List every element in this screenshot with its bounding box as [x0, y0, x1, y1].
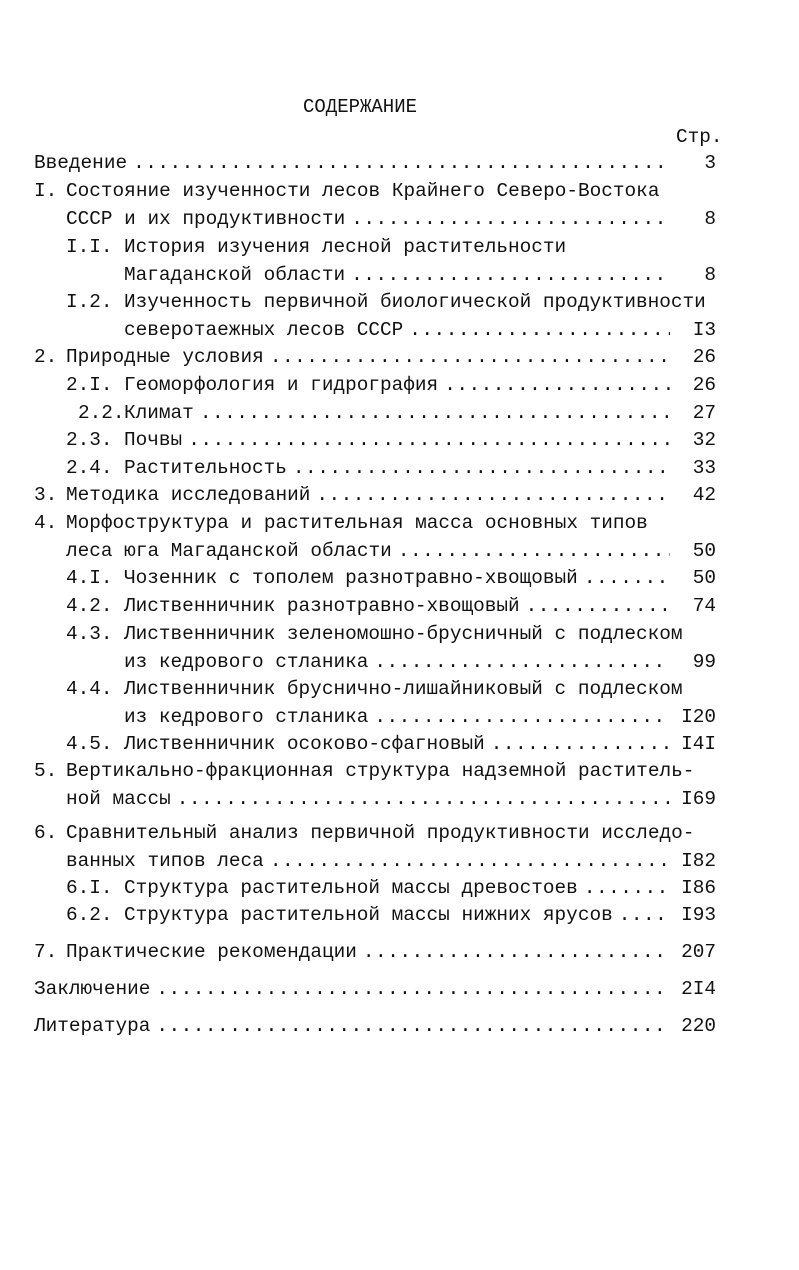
- section-number: 4.4.: [66, 678, 113, 700]
- section-title: из кедрового стланика: [124, 651, 369, 673]
- section-title: СССР и их продуктивности: [66, 208, 346, 230]
- page-number: 32: [692, 429, 716, 451]
- section-title: Изученность первичной биологической продуктивности: [124, 291, 706, 313]
- section-title: Лиственничник осоково-сфагновый: [124, 733, 485, 755]
- dot-leader: [619, 902, 670, 928]
- section-number: 2.I.: [66, 374, 113, 396]
- section-title: Состояние изученности лесов Крайнего Северо-Востока: [66, 180, 660, 202]
- dot-leader: [444, 372, 670, 398]
- toc-entry-line: [0, 1013, 799, 1039]
- page-number: 99: [692, 651, 716, 673]
- page-number: 2I4: [681, 978, 716, 1000]
- section-number: 6.: [34, 822, 58, 844]
- section-number: 2.4.: [66, 457, 113, 479]
- toc-entry-line: [0, 206, 799, 232]
- dot-leader: [316, 482, 670, 508]
- section-title: Вертикально-фракционная структура надземной раститель-: [66, 760, 695, 782]
- toc-entry-line: [0, 786, 799, 812]
- page-number: I4I: [681, 733, 716, 755]
- section-number: I.2.: [66, 291, 113, 313]
- dot-leader: [351, 206, 670, 232]
- toc-entry-line: [0, 317, 799, 343]
- section-title: Геоморфология и гидрография: [124, 374, 439, 396]
- page-number: 8: [704, 208, 716, 230]
- section-number: 6.2.: [66, 904, 113, 926]
- toc-entry-line: [0, 621, 799, 647]
- section-title: Лиственничник разнотравно-хвощовый: [124, 595, 520, 617]
- section-number: 4.2.: [66, 595, 113, 617]
- dot-leader: [526, 593, 670, 619]
- dot-leader: [270, 848, 670, 874]
- section-number: 4.I.: [66, 567, 113, 589]
- section-title: Структура растительной массы древостоев: [124, 877, 578, 899]
- toc-entry-line: [0, 372, 799, 398]
- dot-leader: [363, 939, 670, 965]
- page-number: 207: [681, 941, 716, 963]
- page-number: 220: [681, 1015, 716, 1037]
- section-title: Чозенник с тополем разнотравно-хвощовый: [124, 567, 578, 589]
- page-column-header: Стр.: [676, 126, 723, 148]
- page-number: I69: [681, 788, 716, 810]
- section-title: Магаданской области: [124, 264, 346, 286]
- section-title: Морфоструктура и растительная масса основных типов: [66, 512, 648, 534]
- dot-leader: [156, 976, 670, 1002]
- dot-leader: [177, 786, 670, 812]
- section-number: 2.3.: [66, 429, 113, 451]
- dot-leader: [374, 649, 670, 675]
- dot-leader: [351, 262, 670, 288]
- dot-leader: [584, 875, 670, 901]
- toc-entry-line: [0, 848, 799, 874]
- toc-entry-line: [0, 676, 799, 702]
- section-title: из кедрового стланика: [124, 706, 369, 728]
- toc-entry-line: [0, 704, 799, 730]
- dot-leader: [293, 455, 670, 481]
- toc-entry-line: [0, 939, 799, 965]
- page-number: I3: [692, 319, 716, 341]
- section-number: 5.: [34, 760, 58, 782]
- dot-leader: [398, 538, 670, 564]
- page-number: I20: [681, 706, 716, 728]
- section-title: Введение: [34, 152, 128, 174]
- page-number: 26: [692, 374, 716, 396]
- section-number: 4.5.: [66, 733, 113, 755]
- section-number: 2.2.: [78, 402, 125, 424]
- section-number: I.: [34, 180, 58, 202]
- page-number: 27: [692, 402, 716, 424]
- page-number: 50: [692, 540, 716, 562]
- toc-entry-line: [0, 455, 799, 481]
- section-number: 4.3.: [66, 623, 113, 645]
- dot-leader: [491, 731, 670, 757]
- section-title: Практические рекомендации: [66, 941, 357, 963]
- toc-entry-line: [0, 538, 799, 564]
- toc-entry-line: [0, 976, 799, 1002]
- page-number: 26: [692, 346, 716, 368]
- section-number: I.I.: [66, 236, 113, 258]
- toc-entry-line: [0, 731, 799, 757]
- toc-entry-line: [0, 758, 799, 784]
- page-number: 50: [692, 567, 716, 589]
- section-title: Почвы: [124, 429, 183, 451]
- toc-entry-line: [0, 234, 799, 260]
- dot-leader: [270, 344, 670, 370]
- toc-entry-line: [0, 289, 799, 315]
- section-title: леса юга Магаданской области: [66, 540, 392, 562]
- toc-entry-line: [0, 820, 799, 846]
- toc-entry-line: [0, 150, 799, 176]
- toc-entry-line: [0, 593, 799, 619]
- toc-entry-line: [0, 482, 799, 508]
- section-number: 2.: [34, 346, 58, 368]
- page-number: 33: [692, 457, 716, 479]
- dot-leader: [200, 400, 670, 426]
- dot-leader: [156, 1013, 670, 1039]
- section-title: ной массы: [66, 788, 171, 810]
- section-title: Растительность: [124, 457, 287, 479]
- dot-leader: [584, 565, 670, 591]
- section-title: Структура растительной массы нижних ярусов: [124, 904, 613, 926]
- section-number: 4.: [34, 512, 58, 534]
- section-number: 7.: [34, 941, 58, 963]
- page-number: 74: [692, 595, 716, 617]
- dot-leader: [188, 427, 670, 453]
- section-title: Климат: [124, 402, 194, 424]
- toc-entry-line: [0, 875, 799, 901]
- page-number: I86: [681, 877, 716, 899]
- section-title: История изучения лесной растительности: [124, 236, 567, 258]
- toc-entry-line: [0, 649, 799, 675]
- toc-entry-line: [0, 510, 799, 536]
- toc-entry-line: [0, 262, 799, 288]
- section-title: северотаежных лесов СССР: [124, 319, 404, 341]
- page-number: I82: [681, 850, 716, 872]
- section-title: Литература: [34, 1015, 151, 1037]
- page-title: СОДЕРЖАНИЕ: [302, 96, 418, 118]
- page-number: 42: [692, 484, 716, 506]
- section-title: Методика исследований: [66, 484, 311, 506]
- page-number: 3: [704, 152, 716, 174]
- toc-entry-line: [0, 400, 799, 426]
- toc-entry-line: [0, 565, 799, 591]
- section-title: Заключение: [34, 978, 151, 1000]
- toc-entry-line: [0, 902, 799, 928]
- section-title: Природные условия: [66, 346, 264, 368]
- page-number: I93: [681, 904, 716, 926]
- toc-entry-line: [0, 344, 799, 370]
- section-title: Сравнительный анализ первичной продуктивности исследо-: [66, 822, 695, 844]
- toc-entry-line: [0, 178, 799, 204]
- section-title: ванных типов леса: [66, 850, 264, 872]
- section-number: 3.: [34, 484, 58, 506]
- page-number: 8: [704, 264, 716, 286]
- section-title: Лиственничник бруснично-лишайниковый с подлеском: [124, 678, 683, 700]
- toc-entry-line: [0, 427, 799, 453]
- dot-leader: [374, 704, 670, 730]
- section-number: 6.I.: [66, 877, 113, 899]
- dot-leader: [133, 150, 670, 176]
- dot-leader: [409, 317, 670, 343]
- section-title: Лиственничник зеленомошно-брусничный с подлеском: [124, 623, 683, 645]
